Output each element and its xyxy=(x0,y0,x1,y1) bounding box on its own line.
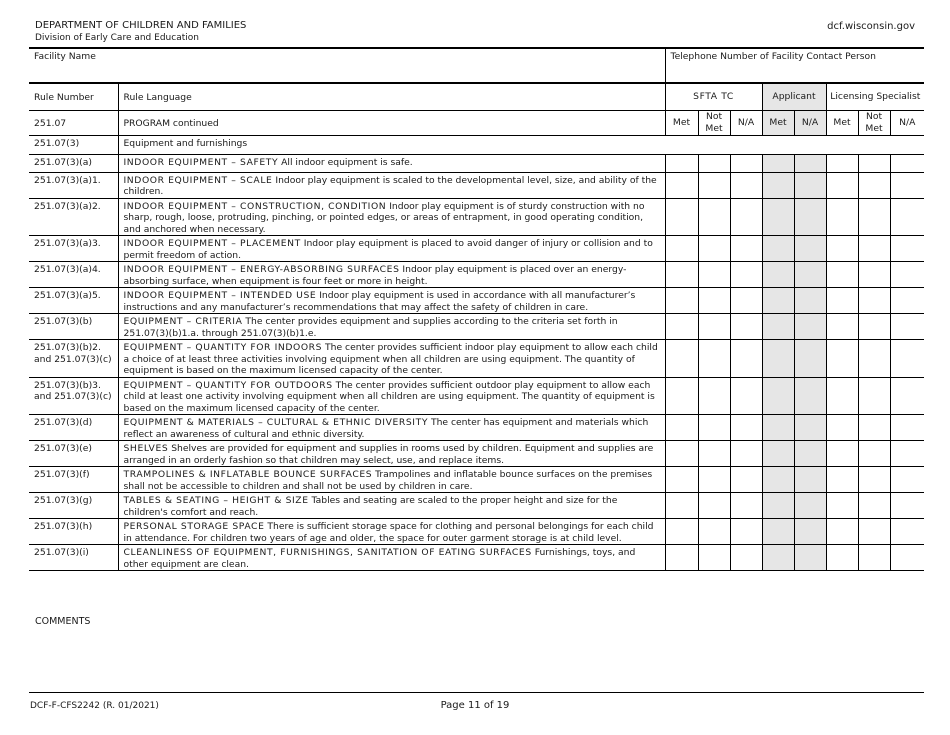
rule-caption: TRAMPOLINES & INFLATABLE BOUNCE SURFACES xyxy=(123,469,373,480)
ls-not-met-checkbox[interactable] xyxy=(858,415,890,441)
rule-language xyxy=(118,441,665,467)
rule-language xyxy=(118,519,665,545)
ls-not-met-checkbox[interactable] xyxy=(858,154,890,172)
sfta-met-checkbox[interactable] xyxy=(665,519,698,545)
applicant-met-checkbox[interactable] xyxy=(762,340,794,378)
rule-language xyxy=(118,198,665,236)
sfta-met-checkbox[interactable] xyxy=(665,467,698,493)
ls-met-checkbox[interactable] xyxy=(826,519,858,545)
rule-number: 251.07(3)(g) xyxy=(29,493,118,519)
rule-caption: INDOOR EQUIPMENT – INTENDED USE xyxy=(123,290,317,301)
sfta-not-met-checkbox[interactable] xyxy=(698,545,730,571)
ls-na-checkbox[interactable] xyxy=(890,519,924,545)
sfta-na-checkbox[interactable] xyxy=(730,441,762,467)
sfta-not-met-checkbox[interactable] xyxy=(698,340,730,378)
ls-not-met-checkbox[interactable] xyxy=(858,340,890,378)
division-name: Division of Early Care and Education xyxy=(35,33,199,43)
rule-caption: EQUIPMENT – QUANTITY FOR OUTDOORS xyxy=(123,379,333,391)
ls-not-met-checkbox[interactable] xyxy=(858,172,890,198)
rule-language xyxy=(118,377,665,415)
rule-language-header: Rule Language xyxy=(118,83,665,110)
rule-language xyxy=(118,262,665,288)
ls-not-met-checkbox[interactable] xyxy=(858,236,890,262)
telephone-field[interactable] xyxy=(665,48,924,83)
applicant-met-checkbox[interactable] xyxy=(762,467,794,493)
ls-not-met-checkbox[interactable] xyxy=(858,441,890,467)
rule-number: 251.07(3)(a)1. xyxy=(29,172,118,198)
rule-text: The center has equipment and materials which reflect an awareness of cultural and ethnic diversity. xyxy=(123,417,649,440)
sfta-met-checkbox[interactable] xyxy=(665,340,698,378)
ls-not-met-checkbox[interactable] xyxy=(858,493,890,519)
rule-row xyxy=(29,519,924,545)
ls-met-checkbox[interactable] xyxy=(826,493,858,519)
ls-met-checkbox[interactable] xyxy=(826,236,858,262)
applicant-na-checkbox[interactable] xyxy=(794,288,826,314)
sfta-met-checkbox[interactable] xyxy=(665,198,698,236)
ls-na-checkbox[interactable] xyxy=(890,288,924,314)
applicant-met-checkbox[interactable] xyxy=(762,493,794,519)
rule-number: 251.07(3)(f) xyxy=(29,467,118,493)
sfta-na-checkbox[interactable] xyxy=(730,262,762,288)
ls-not-met-checkbox[interactable] xyxy=(858,288,890,314)
sfta-na-checkbox[interactable] xyxy=(730,340,762,378)
sfta-not-met-checkbox[interactable] xyxy=(698,288,730,314)
applicant-met-checkbox[interactable] xyxy=(762,198,794,236)
applicant-met-checkbox[interactable] xyxy=(762,262,794,288)
rule-row xyxy=(29,340,924,378)
rule-text: Tables and seating are scaled to the proper height and size for the children's comfort and reach. xyxy=(123,495,618,518)
sfta-na-checkbox[interactable] xyxy=(730,236,762,262)
sfta-met-checkbox[interactable] xyxy=(665,314,698,340)
rule-number: 251.07(3)(h) xyxy=(29,519,118,545)
applicant-met-checkbox[interactable] xyxy=(762,441,794,467)
ls-na-checkbox[interactable] xyxy=(890,441,924,467)
rule-row xyxy=(29,415,924,441)
rule-number: 251.07(3)(a) xyxy=(29,154,118,172)
sfta-met-checkbox[interactable] xyxy=(665,545,698,571)
ls-met-checkbox[interactable] xyxy=(826,288,858,314)
applicant-met-checkbox[interactable] xyxy=(762,377,794,415)
rule-row xyxy=(29,236,924,262)
sfta-not-met-checkbox[interactable] xyxy=(698,262,730,288)
rule-caption: TABLES & SEATING – HEIGHT & SIZE xyxy=(123,495,309,506)
sfta-not-met-checkbox[interactable] xyxy=(698,493,730,519)
checklist-table xyxy=(29,47,924,571)
rule-caption: INDOOR EQUIPMENT – SCALE xyxy=(123,174,273,186)
rule-language xyxy=(118,467,665,493)
rule-row xyxy=(29,288,924,314)
applicant-na-header: N/A xyxy=(794,110,826,135)
rule-text: Indoor play equipment is used in accordance with all manufacturer’s instructions and any manufacturer’s recommendations that may affect the safety of children in care. xyxy=(123,290,636,313)
ls-met-checkbox[interactable] xyxy=(826,314,858,340)
rule-row xyxy=(29,154,924,172)
sfta-met-header: Met xyxy=(665,110,698,135)
department-name: DEPARTMENT OF CHILDREN AND FAMILIES xyxy=(35,20,247,31)
ls-not-met-header: Not Met xyxy=(858,110,890,135)
ls-met-header: Met xyxy=(826,110,858,135)
ls-na-checkbox[interactable] xyxy=(890,314,924,340)
rule-row xyxy=(29,493,924,519)
ls-na-checkbox[interactable] xyxy=(890,467,924,493)
rule-row xyxy=(29,198,924,236)
rule-text: Indoor play equipment is scaled to the developmental level, size, and ability of the children. xyxy=(123,174,657,197)
applicant-na-checkbox[interactable] xyxy=(794,262,826,288)
ls-met-checkbox[interactable] xyxy=(826,441,858,467)
sfta-met-checkbox[interactable] xyxy=(665,441,698,467)
rule-text: Indoor play equipment is of sturdy construction with no sharp, rough, loose, protruding, pinching, or pointed edges, or areas of entrapment, in good operating condition, and anchored when necessary. xyxy=(123,200,645,235)
ls-na-checkbox[interactable] xyxy=(890,198,924,236)
website-link[interactable]: dcf.wisconsin.gov xyxy=(827,21,915,32)
applicant-met-checkbox[interactable] xyxy=(762,519,794,545)
rule-caption: CLEANLINESS OF EQUIPMENT, FURNISHINGS, SANITATION OF EATING SURFACES xyxy=(123,547,532,558)
ls-na-checkbox[interactable] xyxy=(890,154,924,172)
applicant-na-checkbox[interactable] xyxy=(794,415,826,441)
ls-met-checkbox[interactable] xyxy=(826,198,858,236)
rule-text: The center provides sufficient outdoor play equipment to allow each child at least one activity involving equipment when all children are using equipment. The quantity of equipment is based on the maximum licensed capacity of the center. xyxy=(123,379,655,414)
sfta-tc-header: SFTA TC xyxy=(665,83,762,110)
rule-language xyxy=(118,314,665,340)
sfta-not-met-checkbox[interactable] xyxy=(698,415,730,441)
applicant-met-header: Met xyxy=(762,110,794,135)
applicant-met-checkbox[interactable] xyxy=(762,314,794,340)
sfta-met-checkbox[interactable] xyxy=(665,236,698,262)
sfta-na-checkbox[interactable] xyxy=(730,415,762,441)
rule-row xyxy=(29,545,924,571)
ls-met-checkbox[interactable] xyxy=(826,545,858,571)
sfta-met-checkbox[interactable] xyxy=(665,262,698,288)
sfta-na-checkbox[interactable] xyxy=(730,314,762,340)
applicant-met-checkbox[interactable] xyxy=(762,172,794,198)
rule-text: Furnishings, toys, and other equipment are clean. xyxy=(123,547,636,570)
applicant-na-checkbox[interactable] xyxy=(794,467,826,493)
ls-met-checkbox[interactable] xyxy=(826,467,858,493)
ls-not-met-checkbox[interactable] xyxy=(858,198,890,236)
ls-na-header: N/A xyxy=(890,110,924,135)
rule-text: There is sufficient storage space for clothing and personal belongings for each child in attendance. For children two years of age and older, the space for outer garment storage is at child level. xyxy=(123,521,654,544)
sfta-met-checkbox[interactable] xyxy=(665,493,698,519)
ls-met-checkbox[interactable] xyxy=(826,415,858,441)
applicant-met-checkbox[interactable] xyxy=(762,288,794,314)
section-title xyxy=(118,110,665,135)
sfta-na-checkbox[interactable] xyxy=(730,172,762,198)
sfta-met-checkbox[interactable] xyxy=(665,154,698,172)
applicant-met-checkbox[interactable] xyxy=(762,236,794,262)
rule-number: 251.07(3)(e) xyxy=(29,441,118,467)
ls-not-met-checkbox[interactable] xyxy=(858,262,890,288)
sfta-met-checkbox[interactable] xyxy=(665,288,698,314)
sfta-na-checkbox[interactable] xyxy=(730,154,762,172)
sfta-na-checkbox[interactable] xyxy=(730,377,762,415)
ls-met-checkbox[interactable] xyxy=(826,154,858,172)
applicant-na-checkbox[interactable] xyxy=(794,545,826,571)
rule-text: Shelves are provided for equipment and supplies in rooms used by children. Equipment and supplies are arranged in an orderly fashion so that children may select, use, and replace items. xyxy=(123,443,654,466)
rule-language xyxy=(118,340,665,378)
sfta-na-checkbox[interactable] xyxy=(730,288,762,314)
rule-language xyxy=(118,236,665,262)
rule-caption: INDOOR EQUIPMENT – CONSTRUCTION, CONDITION xyxy=(123,200,387,212)
rule-language xyxy=(118,172,665,198)
applicant-na-checkbox[interactable] xyxy=(794,340,826,378)
ls-na-checkbox[interactable] xyxy=(890,340,924,378)
sfta-not-met-checkbox[interactable] xyxy=(698,314,730,340)
ls-not-met-checkbox[interactable] xyxy=(858,545,890,571)
rule-number: 251.07(3)(d) xyxy=(29,415,118,441)
rule-caption: INDOOR EQUIPMENT – SAFETY xyxy=(123,156,279,168)
applicant-na-checkbox[interactable] xyxy=(794,377,826,415)
rule-number: 251.07(3)(b) xyxy=(29,314,118,340)
rule-text: All indoor equipment is safe. xyxy=(278,156,413,168)
ls-na-checkbox[interactable] xyxy=(890,262,924,288)
ls-na-checkbox[interactable] xyxy=(890,493,924,519)
rule-language xyxy=(118,415,665,441)
rule-caption: EQUIPMENT – QUANTITY FOR INDOORS xyxy=(123,342,323,353)
applicant-na-checkbox[interactable] xyxy=(794,236,826,262)
sfta-not-met-checkbox[interactable] xyxy=(698,441,730,467)
rule-number: 251.07(3)(i) xyxy=(29,545,118,571)
licensing-specialist-header: Licensing Specialist xyxy=(826,83,924,110)
ls-not-met-checkbox[interactable] xyxy=(858,519,890,545)
sfta-not-met-header: Not Met xyxy=(698,110,730,135)
facility-name-label: Facility Name xyxy=(34,51,96,62)
sfta-met-checkbox[interactable] xyxy=(665,415,698,441)
rule-number: 251.07(3)(a)3. xyxy=(29,236,118,262)
rule-number: 251.07(3)(b)2. and 251.07(3)(c) xyxy=(29,340,118,378)
rule-caption: SHELVES xyxy=(123,443,169,454)
subsection-number: 251.07(3) xyxy=(29,135,118,154)
comments-label: COMMENTS xyxy=(35,616,91,627)
rule-caption: PERSONAL STORAGE SPACE xyxy=(123,521,265,532)
rule-number: 251.07(3)(a)2. xyxy=(29,198,118,236)
ls-not-met-checkbox[interactable] xyxy=(858,467,890,493)
section-number: 251.07 xyxy=(29,110,118,135)
sfta-not-met-checkbox[interactable] xyxy=(698,198,730,236)
rule-row xyxy=(29,262,924,288)
applicant-na-checkbox[interactable] xyxy=(794,314,826,340)
applicant-met-checkbox[interactable] xyxy=(762,545,794,571)
applicant-na-checkbox[interactable] xyxy=(794,154,826,172)
applicant-na-checkbox[interactable] xyxy=(794,198,826,236)
sfta-not-met-checkbox[interactable] xyxy=(698,154,730,172)
ls-met-checkbox[interactable] xyxy=(826,262,858,288)
rule-number: 251.07(3)(a)5. xyxy=(29,288,118,314)
rule-caption: INDOOR EQUIPMENT – ENERGY-ABSORBING SURFACES xyxy=(123,264,400,275)
sfta-na-checkbox[interactable] xyxy=(730,467,762,493)
page-number: Page 11 of 19 xyxy=(440,700,510,711)
agency-header xyxy=(35,20,246,44)
rule-text: The center provides sufficient indoor play equipment to allow each child a choice of at least three activities involving equipment when all children are using equipment. The quantity of equipment is based on the maximum licensed capacity of the center. xyxy=(123,342,658,376)
rule-row xyxy=(29,467,924,493)
rule-text: Indoor play equipment is placed over an energy-absorbing surface, when equipment is four feet or more in height. xyxy=(123,264,627,287)
facility-name-field[interactable] xyxy=(29,48,665,83)
rule-text: The center provides equipment and supplies according to the criteria set forth in 251.07(3)(b)1.a. through 251.07(3)(b)1.e. xyxy=(123,316,618,339)
rule-text: Indoor play equipment is placed to avoid danger of injury or collision and to permit freedom of action. xyxy=(123,238,653,261)
rule-language xyxy=(118,493,665,519)
ls-na-checkbox[interactable] xyxy=(890,236,924,262)
ls-met-checkbox[interactable] xyxy=(826,172,858,198)
sfta-na-checkbox[interactable] xyxy=(730,493,762,519)
rule-language xyxy=(118,545,665,571)
form-id: DCF-F-CFS2242 (R. 01/2021) xyxy=(30,701,159,711)
sfta-not-met-checkbox[interactable] xyxy=(698,519,730,545)
applicant-na-checkbox[interactable] xyxy=(794,519,826,545)
rule-caption: EQUIPMENT & MATERIALS – CULTURAL & ETHNIC DIVERSITY xyxy=(123,417,429,428)
sfta-met-checkbox[interactable] xyxy=(665,377,698,415)
sfta-met-checkbox[interactable] xyxy=(665,172,698,198)
applicant-na-checkbox[interactable] xyxy=(794,172,826,198)
ls-na-checkbox[interactable] xyxy=(890,172,924,198)
telephone-label: Telephone Number of Facility Contact Person xyxy=(670,51,876,62)
rule-row xyxy=(29,441,924,467)
applicant-na-checkbox[interactable] xyxy=(794,441,826,467)
applicant-met-checkbox[interactable] xyxy=(762,415,794,441)
applicant-header: Applicant xyxy=(762,83,826,110)
rule-number-header: Rule Number xyxy=(29,83,118,110)
subsection-title: Equipment and furnishings xyxy=(118,135,924,154)
rule-row xyxy=(29,377,924,415)
sfta-na-checkbox[interactable] xyxy=(730,519,762,545)
sfta-na-checkbox[interactable] xyxy=(730,198,762,236)
section-title-text: PROGRAM continued xyxy=(123,117,219,129)
sfta-not-met-checkbox[interactable] xyxy=(698,377,730,415)
rule-row xyxy=(29,172,924,198)
sfta-not-met-checkbox[interactable] xyxy=(698,236,730,262)
ls-not-met-checkbox[interactable] xyxy=(858,377,890,415)
footer-divider xyxy=(29,692,924,693)
ls-na-checkbox[interactable] xyxy=(890,377,924,415)
rule-row xyxy=(29,314,924,340)
rule-language xyxy=(118,288,665,314)
ls-na-checkbox[interactable] xyxy=(890,545,924,571)
rule-number: 251.07(3)(a)4. xyxy=(29,262,118,288)
applicant-na-checkbox[interactable] xyxy=(794,493,826,519)
sfta-not-met-checkbox[interactable] xyxy=(698,172,730,198)
rule-caption: EQUIPMENT – CRITERIA xyxy=(123,316,243,327)
ls-met-checkbox[interactable] xyxy=(826,340,858,378)
sfta-na-header: N/A xyxy=(730,110,762,135)
rule-number: 251.07(3)(b)3. and 251.07(3)(c) xyxy=(29,377,118,415)
rule-language xyxy=(118,154,665,172)
ls-met-checkbox[interactable] xyxy=(826,377,858,415)
ls-na-checkbox[interactable] xyxy=(890,415,924,441)
sfta-not-met-checkbox[interactable] xyxy=(698,467,730,493)
sfta-na-checkbox[interactable] xyxy=(730,545,762,571)
rule-text: Trampolines and inflatable bounce surfaces on the premises shall not be accessible to children and shall not be used by children in care. xyxy=(123,469,653,492)
ls-not-met-checkbox[interactable] xyxy=(858,314,890,340)
applicant-met-checkbox[interactable] xyxy=(762,154,794,172)
rule-caption: INDOOR EQUIPMENT – PLACEMENT xyxy=(123,238,301,249)
